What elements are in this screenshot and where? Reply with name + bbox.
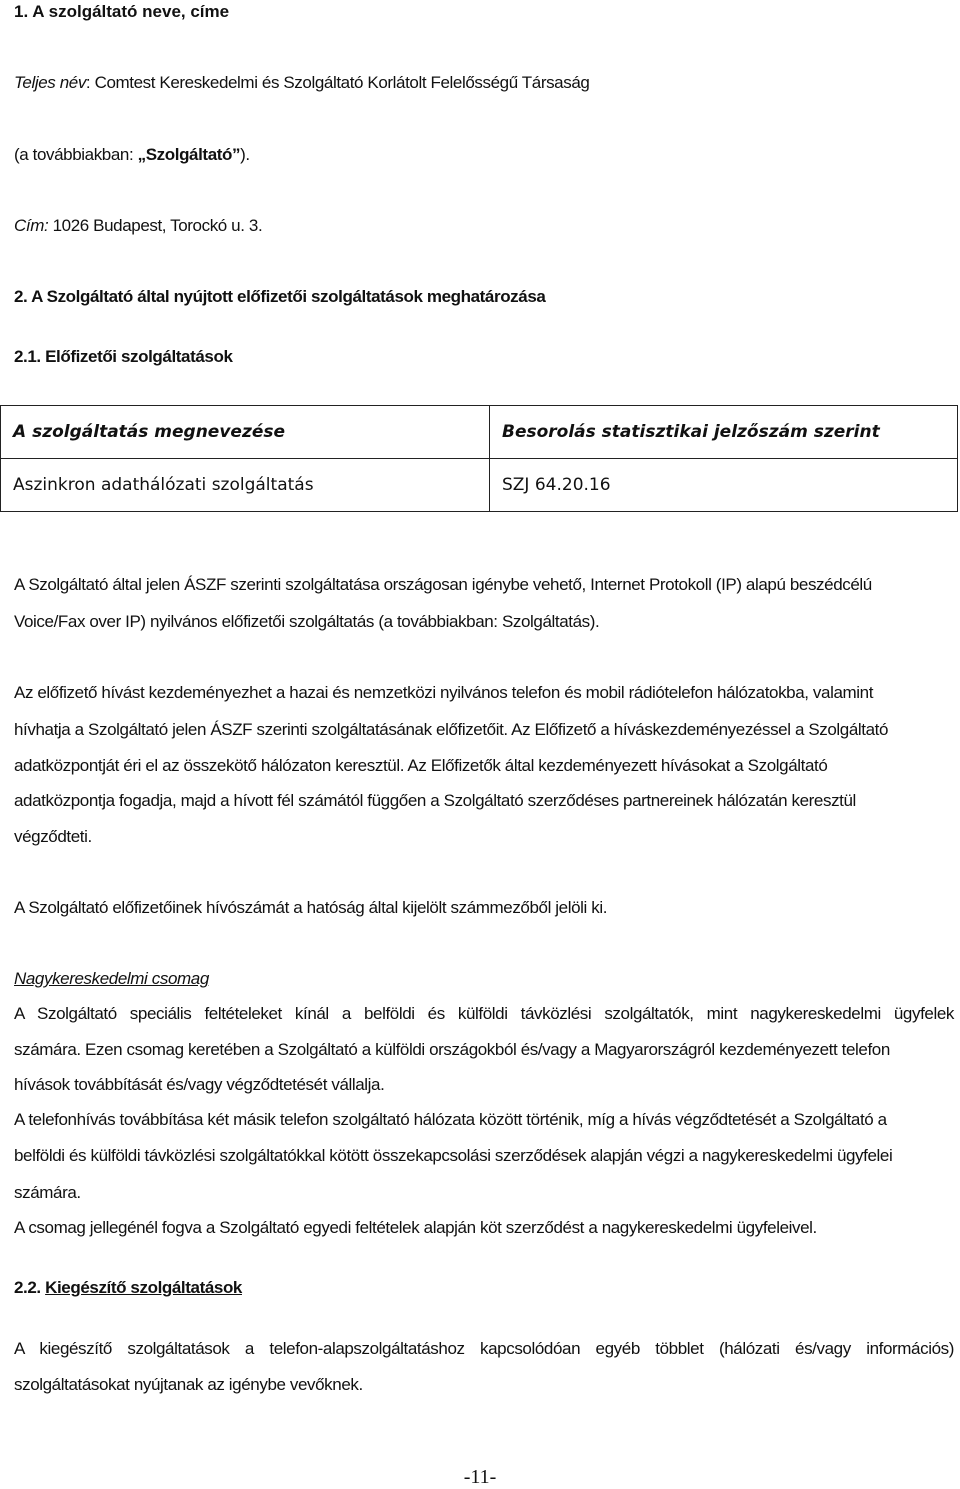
paragraph-line: adatközpontja fogadja, majd a hívott fél számától függően a Szolgáltató szerződéses partnereinek hálózatán keresztül	[14, 791, 856, 810]
full-name-value: : Comtest Kereskedelmi és Szolgáltató Korlátolt Felelősségű Társaság	[85, 73, 590, 92]
paragraph-line: hívások továbbítását és/vagy végződtetését vállalja.	[14, 1075, 385, 1094]
paragraph-line: A csomag jellegénél fogva a Szolgáltató egyedi feltételek alapján köt szerződést a nagykereskedelmi ügyfeleivel.	[14, 1218, 817, 1237]
paragraph-line: A Szolgáltató által jelen ÁSZF szerinti szolgáltatása országosan igénybe vehető, Internet Protokoll (IP) alapú beszédcélú	[14, 575, 872, 594]
alias-name: „Szolgáltató”	[137, 145, 241, 164]
table-header-cell: A szolgáltatás megnevezése	[1, 406, 490, 459]
section-2-1-heading: 2.1. Előfizetői szolgáltatások	[14, 347, 233, 366]
paragraph-line: számára. Ezen csomag keretében a Szolgáltató a külföldi országokból és/vagy a Magyarországról kezdeményezett telefon	[14, 1040, 890, 1059]
paragraph-line: hívhatja a Szolgáltató jelen ÁSZF szerinti szolgáltatásának előfizetőit. Az Előfizető a híváskezdeményezéssel a Szolgáltató	[14, 720, 889, 739]
section-1-heading: 1. A szolgáltató neve, címe	[14, 2, 230, 21]
paragraph-line: végződteti.	[14, 827, 92, 846]
section-2-2-title: Kiegészítő szolgáltatások	[45, 1278, 242, 1297]
paragraph-line: A kiegészítő szolgáltatások a telefon-alapszolgáltatáshoz kapcsolódóan egyéb többlet (hálózati és/vagy információs)	[14, 1339, 954, 1358]
table-cell: SZJ 64.20.16	[490, 459, 958, 512]
paragraph-line: Az előfizető hívást kezdeményezhet a hazai és nemzetközi nyilvános telefon és mobil rádiótelefon hálózatokba, valamint	[14, 683, 874, 702]
paragraph-line: A Szolgáltató speciális feltételeket kínál a belföldi és külföldi távközlési szolgáltatók, mint nagykereskedelmi ügyfelek	[14, 1004, 954, 1023]
services-table	[0, 405, 958, 512]
paragraph-line: Voice/Fax over IP) nyilvános előfizetői szolgáltatás (a továbbiakban: Szolgáltatás).	[14, 612, 600, 631]
table-row	[1, 459, 958, 512]
section-2-heading: 2. A Szolgáltató által nyújtott előfizetői szolgáltatások meghatározása	[14, 287, 546, 306]
section-2-2-heading	[14, 1278, 954, 1298]
paragraph-line: A Szolgáltató előfizetőinek hívószámát a hatóság által kijelölt számmezőből jelöli ki.	[14, 898, 608, 917]
page-number: -11-	[463, 1466, 497, 1488]
full-name-line	[14, 73, 954, 93]
paragraph-line: számára.	[14, 1183, 81, 1202]
paragraph-line: adatközpontját éri el az összekötő hálózaton keresztül. Az Előfizetők által kezdeményezett hívásokat a Szolgáltató	[14, 756, 828, 775]
alias-line	[14, 145, 954, 165]
paragraph-line: belföldi és külföldi távközlési szolgáltatókkal kötött összekapcsolási szerződések alapján végzi a nagykereskedelmi ügyfelei	[14, 1146, 893, 1165]
paragraph-line: A telefonhívás továbbítása két másik telefon szolgáltató hálózata között történik, míg a hívás végződtetését a Szolgáltató a	[14, 1110, 887, 1129]
table-header-row	[1, 406, 958, 459]
address-value: 1026 Budapest, Torockó u. 3.	[48, 216, 263, 235]
wholesale-title: Nagykereskedelmi csomag	[14, 969, 209, 988]
section-2-2-number: 2.2.	[14, 1278, 46, 1297]
alias-prefix: (a továbbiakban:	[14, 145, 138, 164]
table-header-cell: Besorolás statisztikai jelzőszám szerint	[490, 406, 958, 459]
full-name-label: Teljes név	[14, 73, 86, 92]
address-label: Cím:	[14, 216, 49, 235]
alias-suffix: ).	[240, 145, 250, 164]
table-cell: Aszinkron adathálózati szolgáltatás	[1, 459, 490, 512]
paragraph-line: szolgáltatásokat nyújtanak az igénybe vevőknek.	[14, 1375, 363, 1394]
address-line	[14, 216, 954, 236]
